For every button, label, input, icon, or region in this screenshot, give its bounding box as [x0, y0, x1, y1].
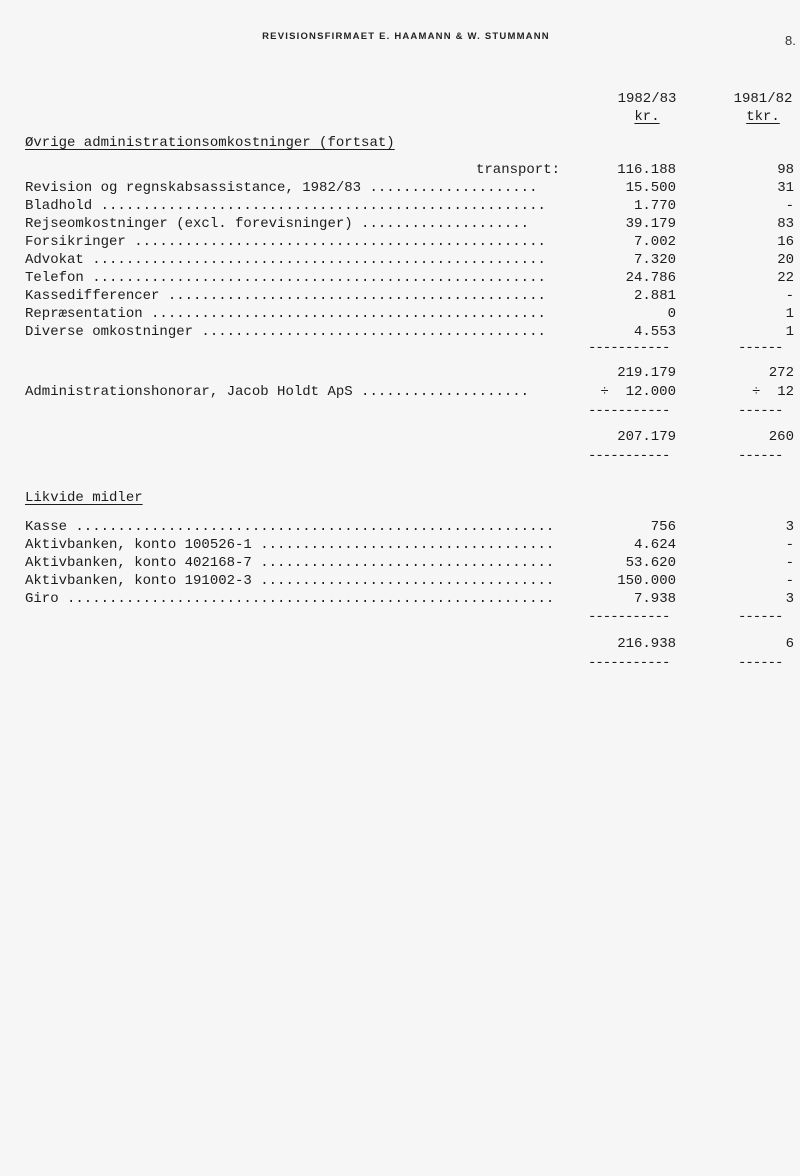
rule-dashed: ------: [738, 609, 783, 625]
row-value-1982: 39.179: [625, 216, 676, 232]
row-value-1981: 3: [785, 591, 794, 607]
rule-dashed: -----------: [588, 403, 670, 419]
row-value-1981: 31: [777, 180, 794, 196]
row-value-1982: 0: [667, 306, 676, 322]
honorar-label: Administrationshonorar, Jacob Holdt ApS ....................: [25, 384, 530, 400]
row-value-1982: 7.938: [633, 591, 676, 607]
row-label: Aktivbanken, konto 191002-3 ...................................: [25, 573, 555, 589]
row-value-1981: -: [785, 198, 794, 214]
row-label: Kassedifferencer .............................................: [25, 288, 546, 304]
row-label: Revision og regnskabsassistance, 1982/83 ....................: [25, 180, 538, 196]
row-value-1982: 15.500: [625, 180, 676, 196]
rule-double: -----------: [588, 655, 670, 671]
rule-dashed: -----------: [588, 340, 670, 356]
total-1982: 207.179: [617, 429, 676, 445]
row-value-1981: 83: [777, 216, 794, 232]
transport-label: transport:: [475, 162, 560, 178]
row-label: Repræsentation ...............................................: [25, 306, 546, 322]
row-value-1981: -: [785, 555, 794, 571]
total-1981: 260: [768, 429, 794, 445]
row-label: Advokat ......................................................: [25, 252, 546, 268]
row-value-1982: 756: [650, 519, 676, 535]
row-value-1981: 20: [777, 252, 794, 268]
rule-dashed: ------: [738, 403, 783, 419]
section1-heading: Øvrige administrationsomkostninger (fortsat): [25, 135, 395, 151]
letterhead: REVISIONSFIRMAET E. HAAMANN & W. STUMMANN: [262, 31, 550, 42]
row-label: Rejseomkostninger (excl. forevisninger) ....................: [25, 216, 530, 232]
honorar-1981: ÷ 12: [751, 384, 794, 400]
row-value-1981: 3: [785, 519, 794, 535]
col1-unit: kr.: [634, 109, 660, 125]
col2-unit: tkr.: [746, 109, 780, 125]
col2-year: 1981/82: [733, 91, 793, 107]
row-label: Aktivbanken, konto 402168-7 ...................................: [25, 555, 555, 571]
col1-year: 1982/83: [617, 91, 677, 107]
row-value-1982: 1.770: [633, 198, 676, 214]
row-label: Giro ..........................................................: [25, 591, 555, 607]
row-value-1981: 16: [777, 234, 794, 250]
rule-double: -----------: [588, 448, 670, 464]
row-value-1981: -: [785, 573, 794, 589]
section2-heading: Likvide midler: [25, 490, 143, 506]
page-number: 8.: [785, 33, 796, 48]
liquid-total-1982: 216.938: [617, 636, 676, 652]
rule-double: ------: [738, 448, 783, 464]
row-value-1981: -: [785, 537, 794, 553]
subtotal-1981: 272: [768, 365, 794, 381]
rule-dashed: ------: [738, 340, 783, 356]
honorar-1982: ÷ 12.000: [600, 384, 676, 400]
row-label: Aktivbanken, konto 100526-1 ...................................: [25, 537, 555, 553]
liquid-total-1981: 6: [785, 636, 794, 652]
row-label: Telefon ......................................................: [25, 270, 546, 286]
transport-value-1982: 116.188: [617, 162, 676, 178]
rule-dashed: -----------: [588, 609, 670, 625]
row-label: Forsikringer .................................................: [25, 234, 546, 250]
row-label: Kasse .........................................................: [25, 519, 555, 535]
transport-value-1981: 98: [777, 162, 794, 178]
row-value-1982: 53.620: [625, 555, 676, 571]
row-value-1982: 24.786: [625, 270, 676, 286]
row-value-1982: 7.320: [633, 252, 676, 268]
subtotal-1982: 219.179: [617, 365, 676, 381]
row-value-1981: 1: [785, 324, 794, 340]
row-value-1981: -: [785, 288, 794, 304]
row-value-1982: 4.624: [633, 537, 676, 553]
row-value-1982: 2.881: [633, 288, 676, 304]
row-value-1981: 22: [777, 270, 794, 286]
row-value-1982: 150.000: [617, 573, 676, 589]
row-label: Diverse omkostninger .........................................: [25, 324, 546, 340]
row-label: Bladhold .....................................................: [25, 198, 546, 214]
rule-double: ------: [738, 655, 783, 671]
row-value-1982: 4.553: [633, 324, 676, 340]
row-value-1982: 7.002: [633, 234, 676, 250]
row-value-1981: 1: [785, 306, 794, 322]
